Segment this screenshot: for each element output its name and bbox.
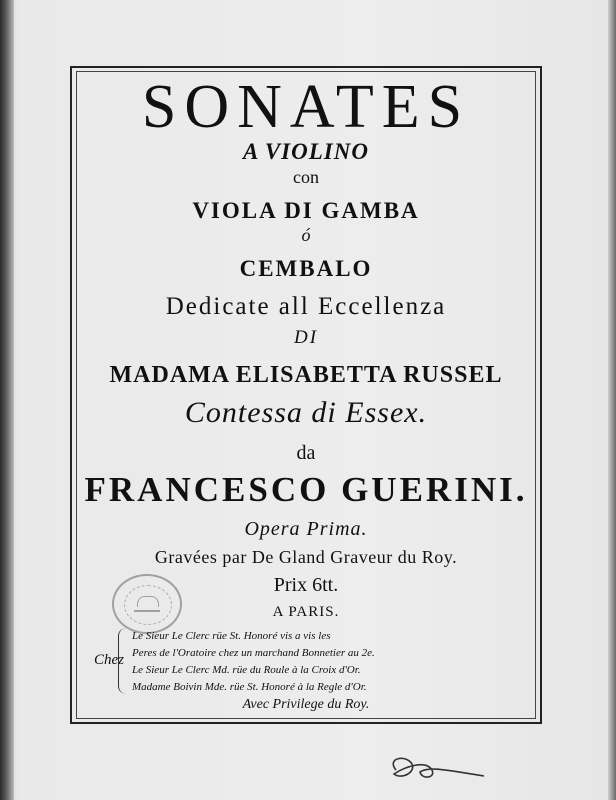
title: SONATES [141, 73, 471, 141]
signature-icon [376, 750, 496, 786]
address-line: Le Sieur Le Clerc Md. rüe du Roule à la Croix d'Or. [132, 664, 361, 676]
dedicatee-title: Contessa di Essex. [184, 396, 428, 429]
text-con: con [293, 167, 319, 187]
library-stamp-icon [112, 574, 182, 634]
composer-name: FRANCESCO GUERINI. [84, 470, 528, 509]
subtitle-gamba: VIOLA DI GAMBA [192, 198, 420, 223]
chez-label: Chez [94, 652, 124, 668]
book-spine [0, 0, 14, 800]
text-da: da [296, 442, 316, 464]
address-line: Madame Boivin Mde. rüe St. Honoré à la Regle d'Or. [132, 681, 367, 693]
opus-number: Opera Prima. [244, 518, 368, 540]
address-line: Le Sieur Le Clerc rüe St. Honoré vis a vis les [132, 630, 331, 642]
dedicatee-name: MADAMA ELISABETTA RUSSEL [109, 362, 503, 388]
subtitle-violino: A VIOLINO [243, 139, 369, 164]
text-di: DI [293, 327, 319, 348]
page-edge [608, 0, 616, 800]
engraver-line: Gravées par De Gland Graveur du Roy. [154, 547, 458, 567]
subtitle-cembalo: CEMBALO [239, 256, 373, 281]
address-line: Peres de l'Oratoire chez un marchand Bonnetier au 2e. [132, 647, 375, 659]
crown-icon [134, 596, 160, 612]
price-line: Prix 6tt. [273, 574, 339, 596]
text-o: ó [301, 225, 311, 245]
dedication-line: Dedicate all Eccellenza [165, 293, 447, 320]
place-line: A PARIS. [272, 604, 340, 620]
brace-icon [118, 628, 127, 694]
privilege-line: Avec Privilege du Roy. [242, 697, 370, 712]
